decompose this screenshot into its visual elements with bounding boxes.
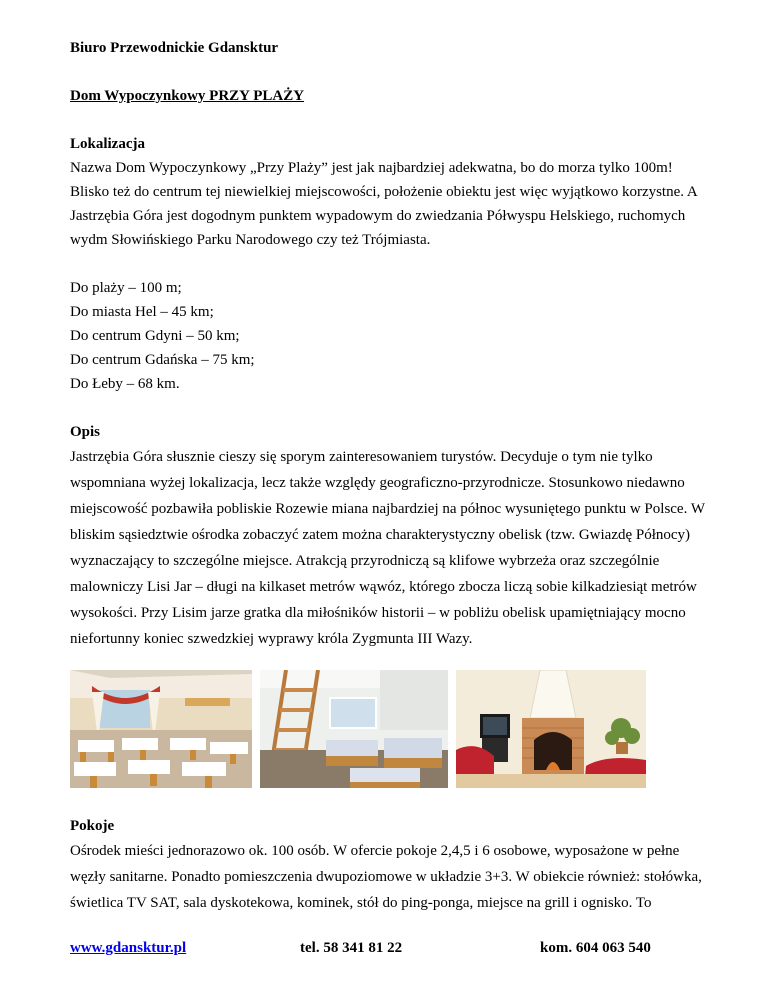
paragraph-line: Jastrzębia Góra słusznie cieszy się sporym zainteresowaniem turystów. Decyduje o tym nie tylko bbox=[70, 449, 653, 465]
dining-room-photo bbox=[70, 670, 252, 788]
paragraph-line: malowniczy Lisi Jar – długi na kilkaset metrów wąwóz, którego zbocza liczą sobie kilkadziesiąt metrów bbox=[70, 579, 697, 595]
mobile-number: kom. 604 063 540 bbox=[540, 940, 651, 956]
distance-item: Do miasta Hel – 45 km; bbox=[70, 304, 214, 320]
document-body bbox=[70, 0, 710, 652]
section-heading-pokoje: Pokoje bbox=[70, 818, 115, 834]
paragraph-line: węzły sanitarne. Ponadto pomieszczenia dwupoziomowe w układzie 3+3. W obiekcie również: stołówka, bbox=[70, 869, 702, 885]
paragraph-line: wysokości. Przy Lisim jarze gratka dla miłośników historii – w pobliżu obelisk upamiętniający mocno bbox=[70, 605, 686, 621]
paragraph-line: miejscowość pozbawiła pobliskie Rozewie miana najbardziej na północ wysuniętego punktu w Polsce. W bbox=[70, 501, 705, 517]
paragraph-line: bliskim sąsiedztwie ośrodka zobaczyć zatem można charakterystyczny obelisk (tzw. Gwiazdę Północy) bbox=[70, 527, 691, 543]
paragraph-line: świetlica TV SAT, sala dyskotekowa, kominek, stół do ping-ponga, miejsce na grill i ognisko. To bbox=[70, 895, 652, 911]
distance-item: Do Łeby – 68 km. bbox=[70, 376, 180, 392]
paragraph-line: Blisko też do centrum tej niewielkiej miejscowości, położenie obiektu jest więc wyjątkowo korzystne. A bbox=[70, 184, 698, 200]
fireplace-room-photo bbox=[456, 670, 646, 788]
bedroom-photo bbox=[260, 670, 448, 788]
document-title: Dom Wypoczynkowy PRZY PLAŻY bbox=[70, 88, 305, 104]
photo-strip bbox=[70, 670, 700, 790]
section-heading-opis: Opis bbox=[70, 424, 101, 440]
pokoje-section bbox=[70, 814, 710, 916]
distance-item: Do centrum Gdyni – 50 km; bbox=[70, 328, 240, 344]
distance-item: Do centrum Gdańska – 75 km; bbox=[70, 352, 255, 368]
section-heading-lokalizacja: Lokalizacja bbox=[70, 136, 145, 152]
phone-number: tel. 58 341 81 22 bbox=[300, 940, 403, 956]
paragraph-line: wydm Słowińskiego Parku Narodowego czy też Trójmiasta. bbox=[70, 232, 431, 248]
paragraph-line: wyznaczający to szczególne miejsce. Atrakcją przyrodniczą są klifowe wybrzeża oraz szczególnie bbox=[70, 553, 660, 569]
paragraph-line: Jastrzębia Góra jest dogodnym punktem wypadowym do zwiedzania Półwyspu Helskiego, ruchomych bbox=[70, 208, 686, 224]
paragraph-line: Nazwa Dom Wypoczynkowy „Przy Plaży” jest jak najbardziej adekwatna, bo do morza tylko 100m! bbox=[70, 160, 673, 176]
paragraph-line: wspomniana wyżej lokalizacja, lecz także względy geograficzno-przyrodnicze. Stosunkowo niedawno bbox=[70, 475, 685, 491]
website-link[interactable]: www.gdansktur.pl bbox=[70, 940, 187, 956]
paragraph-line: Ośrodek mieści jednorazowo ok. 100 osób. W ofercie pokoje 2,4,5 i 6 osobowe, wyposażone w pełne bbox=[70, 843, 680, 859]
distance-item: Do plaży – 100 m; bbox=[70, 280, 182, 296]
footer bbox=[70, 936, 710, 960]
company-name: Biuro Przewodnickie Gdansktur bbox=[70, 40, 279, 56]
paragraph-line: niefortunny koniec szwedzkiej wyprawy króla Zygmunta III Wazy. bbox=[70, 631, 473, 647]
